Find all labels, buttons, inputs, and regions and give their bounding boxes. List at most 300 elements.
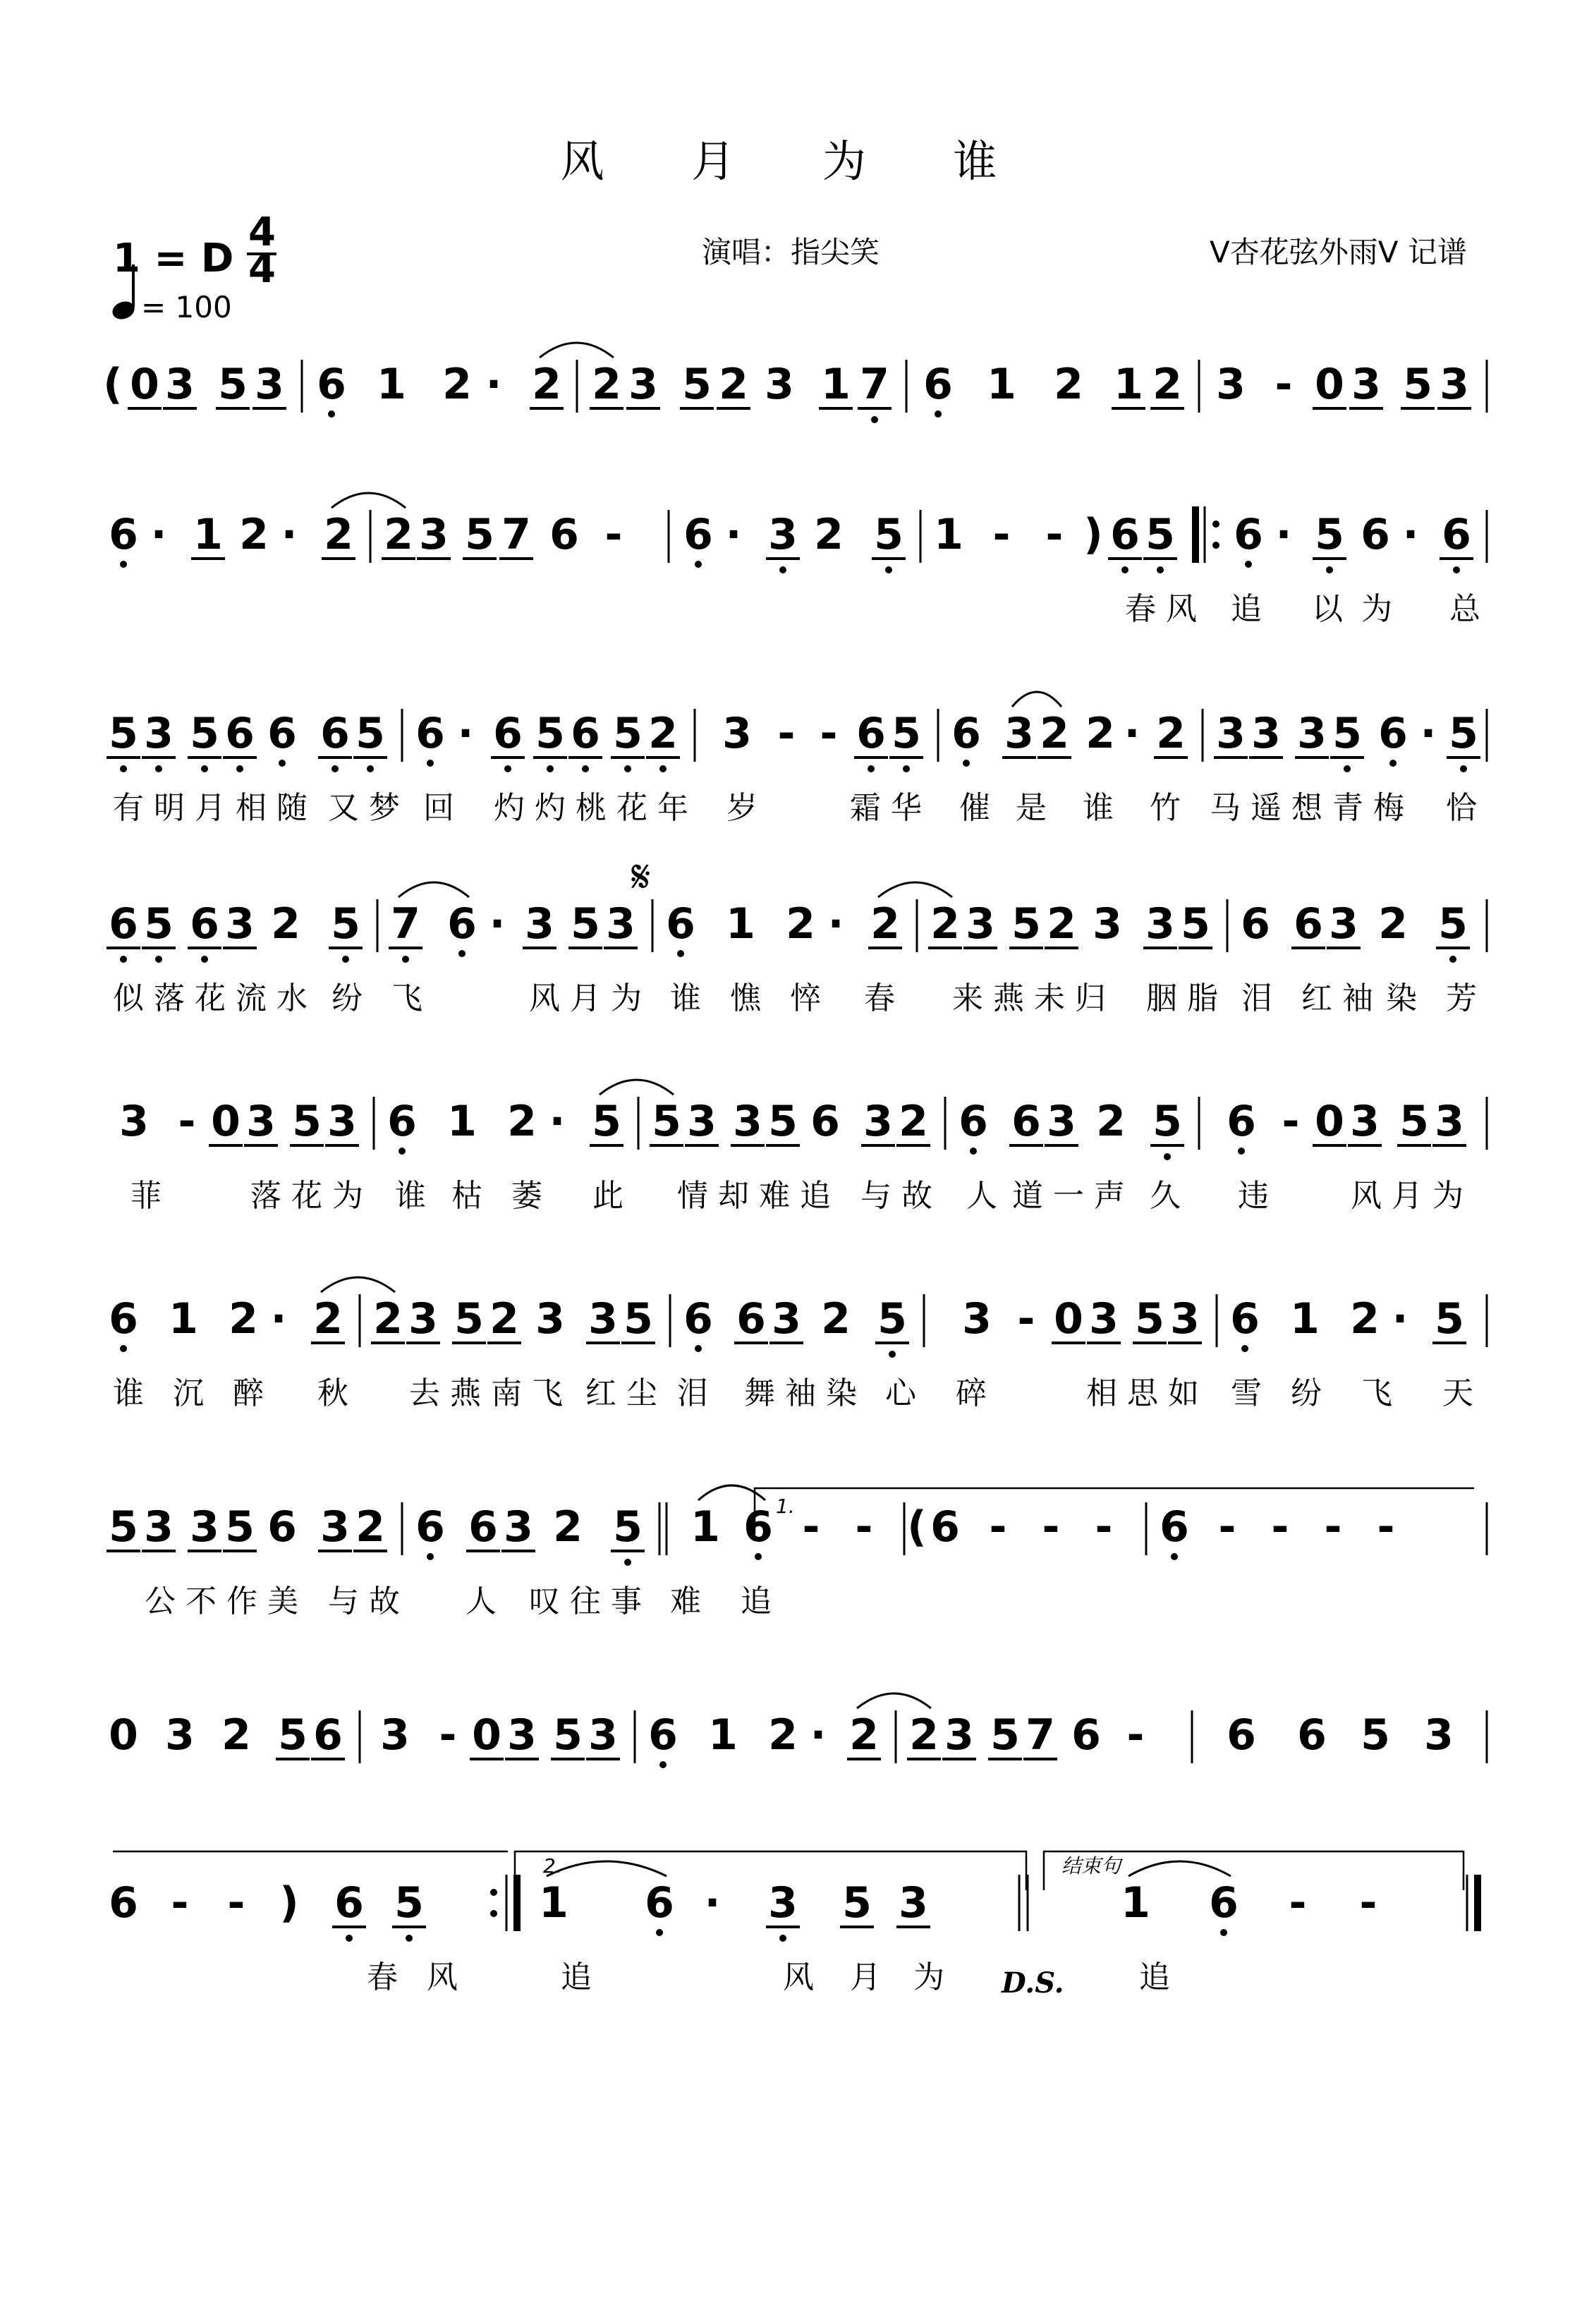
note: · [1275, 510, 1292, 559]
note: - [1359, 1878, 1377, 1928]
note: 3 [588, 1294, 618, 1344]
lyric: 又梦 [328, 790, 410, 826]
note: 2 [786, 899, 815, 949]
lyric: 菲 [130, 1178, 171, 1214]
note: 3 [863, 1097, 893, 1146]
note: 1 [726, 899, 755, 949]
note: 3 [733, 1097, 762, 1146]
lyric: 道一声 [1012, 1178, 1135, 1214]
lower-octave-dot [624, 765, 631, 772]
lower-octave-dot [1460, 765, 1467, 772]
note: 3 [535, 1294, 565, 1344]
note: 6 [387, 1097, 417, 1146]
lyric: 泪 [1241, 980, 1282, 1016]
note: 0 [109, 1710, 138, 1760]
note: 3 [225, 899, 255, 949]
system-5 [119, 1080, 1487, 1214]
lower-octave-dot [779, 566, 786, 573]
lower-octave-dot [1326, 566, 1333, 573]
lower-octave-dot [885, 566, 892, 573]
tie-slur [857, 1693, 931, 1708]
note: 6 [736, 1294, 766, 1344]
lower-octave-dot [120, 561, 127, 568]
note: 3 [628, 360, 658, 409]
note: 5 [1449, 709, 1478, 758]
lyric: 恰 [1446, 790, 1487, 826]
note: 5 [1152, 1097, 1182, 1146]
note: 2 [1040, 709, 1069, 758]
tie-slur [399, 882, 469, 897]
system-8 [109, 1693, 1487, 1768]
lower-octave-dot [1164, 1153, 1171, 1160]
note: 6 [1011, 1097, 1041, 1146]
lyric: 叹往事 [529, 1583, 652, 1619]
note: 2 [507, 1097, 537, 1146]
note: 2 [648, 709, 678, 758]
note: 2 [1047, 899, 1076, 949]
note: 5 [1011, 899, 1041, 949]
note: - [1274, 360, 1293, 409]
note: - [1017, 1294, 1035, 1344]
lower-octave-dot [582, 765, 589, 772]
note: - [992, 510, 1011, 559]
note: 2 [553, 1502, 583, 1552]
note: - [227, 1878, 245, 1928]
tie-slur [331, 493, 406, 508]
note: 3 [772, 1294, 801, 1344]
lyric: 与故 [328, 1583, 410, 1619]
note: - [1095, 1502, 1113, 1552]
lyric: 春风 [1125, 591, 1207, 627]
lyric: 追 [1139, 1959, 1180, 1995]
note: 3 [966, 899, 995, 949]
lyric: 风 [427, 1959, 468, 1995]
system-6 [109, 1277, 1487, 1411]
note: · [549, 1097, 566, 1146]
note: - [989, 1502, 1007, 1552]
lyric: 舞袖染 [744, 1375, 867, 1411]
note: 2 [930, 899, 960, 949]
note: 5 [465, 510, 494, 559]
note: 5 [613, 709, 643, 758]
note: 3 [1297, 709, 1327, 758]
note: 6 [1378, 709, 1408, 758]
lyric: 难 [670, 1583, 711, 1619]
singer-credit: 演唱：指尖笑 [702, 235, 880, 269]
lyric: 秋 [317, 1375, 358, 1411]
lyric: 染 [1386, 980, 1427, 1016]
note: 3 [165, 1710, 195, 1760]
note: 3 [1145, 899, 1175, 949]
lyric: 情却难追 [677, 1178, 841, 1214]
lower-octave-dot [120, 956, 127, 963]
lyric: 胭脂 [1146, 980, 1228, 1016]
system-1 [103, 343, 1487, 423]
note: 6 [1110, 510, 1140, 559]
note: 7 [1026, 1710, 1055, 1760]
note: 3 [722, 709, 752, 758]
note: 1 [169, 1294, 198, 1344]
note: 5 [278, 1710, 308, 1760]
note: 6 [320, 709, 350, 758]
note: - [171, 1878, 189, 1928]
lyric: 公不作美 [145, 1583, 308, 1619]
note: 5 [768, 1097, 798, 1146]
lyric: 人 [966, 1178, 1007, 1214]
lyric: 风月为 [1351, 1178, 1473, 1214]
note: 3 [507, 1710, 537, 1760]
note: 3 [144, 1502, 174, 1552]
lower-octave-dot [970, 1148, 977, 1155]
lyric: 人 [466, 1583, 506, 1619]
note: 5 [1145, 510, 1175, 559]
lyric: 似落花流水 [113, 980, 317, 1016]
note: 5 [874, 510, 904, 559]
lower-octave-dot [1453, 566, 1460, 573]
note: 2 [1152, 360, 1182, 409]
note: - [1324, 1502, 1342, 1552]
note: 2 [271, 899, 300, 949]
note: 6 [415, 709, 445, 758]
note: 3 [1440, 360, 1469, 409]
note: 6 [313, 1710, 343, 1760]
repeat-dot [1212, 521, 1219, 528]
note: · [810, 1710, 827, 1760]
svg-text:1 = D: 1 = D [113, 236, 234, 281]
note: 3 [246, 1097, 276, 1146]
lyric: 谁 [395, 1178, 436, 1214]
note: · [1420, 709, 1437, 758]
lyric: 相思如 [1086, 1375, 1209, 1411]
repeat-dot [490, 1889, 497, 1896]
lyric: 来燕未归 [952, 980, 1116, 1016]
segno-sign: 𝄋 [631, 851, 651, 904]
lower-octave-dot [458, 950, 466, 957]
lower-octave-dot [342, 956, 349, 963]
svg-text:1.: 1. [776, 1495, 795, 1518]
lower-octave-dot [659, 765, 667, 772]
note: 3 [765, 360, 794, 409]
note: 0 [1054, 1294, 1083, 1344]
note: - [178, 1097, 196, 1146]
note: 5 [842, 1878, 872, 1928]
note: 5 [682, 360, 712, 409]
lyric: 红尘 [585, 1375, 667, 1411]
note: 5 [225, 1502, 255, 1552]
note: 6 [1230, 1294, 1260, 1344]
lyric: 违 [1238, 1178, 1279, 1214]
lyric: 风月为 [529, 980, 652, 1016]
note: 6 [468, 1502, 498, 1552]
note: 1 [193, 510, 223, 559]
lyric: 落花为 [250, 1178, 373, 1214]
repeat-dot [490, 1910, 497, 1917]
lyric: 马遥想青梅 [1210, 790, 1414, 826]
note: - [604, 510, 623, 559]
lyric: 风 [783, 1959, 824, 1995]
note: 5 [892, 709, 921, 758]
lower-octave-dot [1220, 1929, 1227, 1936]
volta-final [1044, 1851, 1464, 1890]
note: 6 [743, 1502, 773, 1552]
note: 3 [255, 360, 284, 409]
note: 5 [355, 709, 385, 758]
lower-octave-dot [331, 765, 339, 772]
note: 3 [1424, 1710, 1454, 1760]
note: 6 [1442, 510, 1471, 559]
note: · [281, 510, 298, 559]
note: 1 [1114, 360, 1143, 409]
note: 5 [331, 899, 360, 949]
lower-octave-dot [656, 1929, 663, 1936]
note: ) [1083, 510, 1103, 559]
lyric: 泪 [677, 1375, 718, 1411]
note: 5 [1135, 1294, 1164, 1344]
lyric: 为 [1361, 591, 1402, 627]
note: 5 [1438, 899, 1468, 949]
lyric: 萎 [511, 1178, 552, 1214]
note: 2 [442, 360, 472, 409]
note: 5 [109, 709, 138, 758]
note: 2 [592, 360, 621, 409]
note: - [1282, 1097, 1300, 1146]
lower-octave-dot [201, 956, 208, 963]
note: 5 [1399, 1097, 1429, 1146]
lower-octave-dot [1449, 956, 1456, 963]
tie-slur [878, 882, 952, 897]
note: 6 [683, 510, 713, 559]
lyric: 追 [1231, 591, 1272, 627]
note: 3 [944, 1710, 974, 1760]
note: 6 [267, 709, 297, 758]
lower-octave-dot [279, 760, 286, 767]
lyric: 心 [885, 1375, 926, 1411]
lyric: 追 [741, 1583, 781, 1619]
lower-octave-dot [779, 1935, 786, 1942]
svg-text:4: 4 [248, 246, 276, 292]
lower-octave-dot [1238, 1148, 1245, 1155]
lyric: 飞 [391, 980, 432, 1016]
note: 3 [190, 1502, 219, 1552]
note: 5 [109, 1502, 138, 1552]
lyric: 春 [864, 980, 905, 1016]
note: 2 [909, 1710, 939, 1760]
note: - [1045, 510, 1064, 559]
lyric: 有明月相随 [113, 790, 317, 826]
lyric: 芳 [1446, 980, 1487, 1016]
note: 5 [990, 1710, 1020, 1760]
note: 2 [849, 1710, 879, 1760]
note: 3 [962, 1294, 992, 1344]
note: 6 [683, 1294, 713, 1344]
transcriber-credit: V杏花弦外雨V 记谱 [1210, 235, 1467, 269]
repeat-start [1192, 506, 1199, 563]
svg-text:结束句: 结束句 [1061, 1854, 1121, 1878]
note: 5 [1435, 1294, 1464, 1344]
lyric: 飞 [1361, 1375, 1402, 1411]
lower-octave-dot [1121, 566, 1128, 573]
note: 6 [267, 1502, 297, 1552]
note: 2 [719, 360, 748, 409]
note: 2 [870, 899, 900, 949]
note: 6 [549, 510, 579, 559]
lyric: 是 [1016, 790, 1057, 826]
note: 2 [821, 1294, 851, 1344]
note: 6 [645, 1878, 674, 1928]
note: 0 [1315, 1097, 1344, 1146]
note: · [704, 1878, 721, 1928]
lyric: 此 [592, 1178, 633, 1214]
lyric: 醉 [233, 1375, 274, 1411]
note: 7 [860, 360, 889, 409]
lyric: 催 [959, 790, 1000, 826]
note: 6 [109, 1878, 138, 1928]
tie-slur [547, 1861, 667, 1876]
lyric: 憔 [730, 980, 771, 1016]
note: 2 [768, 1710, 798, 1760]
lyric: 与故 [860, 1178, 942, 1214]
lyric: 以 [1312, 591, 1353, 627]
note: · [489, 899, 506, 949]
note: 5 [571, 899, 600, 949]
note: 1 [539, 1878, 568, 1928]
note: 6 [1297, 1710, 1327, 1760]
note: 3 [504, 1502, 533, 1552]
system-2 [109, 493, 1490, 627]
note: - [1126, 1710, 1145, 1760]
note: 2 [814, 510, 844, 559]
note: 3 [525, 899, 554, 949]
note: 3 [165, 360, 195, 409]
lower-octave-dot [624, 1559, 631, 1566]
lyric: 灼灼桃花年 [494, 790, 698, 826]
score-systems [103, 343, 1490, 1995]
note: 2 [1350, 1294, 1380, 1344]
lower-octave-dot [695, 1345, 702, 1352]
note: 5 [613, 1502, 643, 1552]
note: 2 [1085, 709, 1115, 758]
note: 3 [1170, 1294, 1200, 1344]
note: - [1042, 1502, 1060, 1552]
lyric: 总 [1449, 591, 1490, 627]
note: 3 [1329, 899, 1358, 949]
note: · [1392, 1294, 1409, 1344]
note: 1 [708, 1710, 738, 1760]
lower-octave-dot [399, 1148, 406, 1155]
lyric: 纷 [1291, 1375, 1332, 1411]
note: 6 [810, 1097, 840, 1146]
lower-octave-dot [427, 760, 434, 767]
svg-text:2.: 2. [543, 1854, 562, 1878]
note: 2 [532, 360, 561, 409]
lower-octave-dot [402, 956, 409, 963]
lyric: 红袖 [1301, 980, 1383, 1016]
note: 3 [408, 1294, 438, 1344]
note: 2 [239, 510, 269, 559]
tie-slur [540, 343, 614, 358]
note: 0 [472, 1710, 501, 1760]
note: ( [103, 360, 123, 409]
note: 3 [1216, 360, 1246, 409]
note: 1 [1290, 1294, 1320, 1344]
note: 1 [934, 510, 963, 559]
note: · [725, 510, 742, 559]
note: 2 [229, 1294, 258, 1344]
lower-octave-dot [120, 765, 127, 772]
note: 7 [391, 899, 420, 949]
lower-octave-dot [1171, 1553, 1178, 1560]
note: 5 [1332, 709, 1362, 758]
lyric: 久 [1150, 1178, 1191, 1214]
note: 3 [380, 1710, 410, 1760]
note: 3 [320, 1502, 350, 1552]
note: · [150, 510, 167, 559]
note: 5 [190, 709, 219, 758]
note: 3 [1435, 1097, 1464, 1146]
note: 1 [987, 360, 1016, 409]
note: 2 [384, 510, 413, 559]
note: 1 [821, 360, 851, 409]
lyric: 枯 [451, 1178, 492, 1214]
lower-octave-dot [406, 1935, 413, 1942]
note: - [1271, 1502, 1289, 1552]
note: 6 [1160, 1502, 1189, 1552]
note: 5 [623, 1294, 653, 1344]
lower-octave-dot [547, 765, 554, 772]
note: 6 [951, 709, 981, 758]
note: 3 [687, 1097, 717, 1146]
tie-slur [600, 1080, 674, 1095]
lower-octave-dot [346, 1935, 353, 1942]
note: 6 [1071, 1710, 1101, 1760]
note: - [1218, 1502, 1236, 1552]
note: 3 [768, 1878, 798, 1928]
note: - [1377, 1502, 1395, 1552]
lyric: 追 [561, 1959, 602, 1995]
note: 3 [1251, 709, 1281, 758]
lyric: 谁 [670, 980, 711, 1016]
note: - [820, 709, 838, 758]
lyric: 霜华 [850, 790, 932, 826]
lyric: 谁 [113, 1375, 154, 1411]
tie-slur [1128, 1861, 1231, 1876]
lyric: 天 [1442, 1375, 1483, 1411]
lyric: 悴 [790, 980, 831, 1016]
lower-octave-dot [236, 765, 243, 772]
system-3 [107, 692, 1487, 826]
tie-slur [1012, 692, 1061, 707]
note: 3 [1047, 1097, 1076, 1146]
note: · [1124, 709, 1140, 758]
note: 3 [588, 1710, 618, 1760]
note: - [1289, 1878, 1307, 1928]
note: 2 [1378, 899, 1408, 949]
note: 6 [109, 510, 138, 559]
note: 2 [1054, 360, 1083, 409]
note: 3 [1350, 1097, 1380, 1146]
note: 5 [535, 709, 565, 758]
note: 3 [327, 1097, 357, 1146]
note: · [270, 1294, 287, 1344]
note: 3 [768, 510, 798, 559]
note: 2 [324, 510, 353, 559]
note: · [457, 709, 474, 758]
lyric: 纷 [331, 980, 372, 1016]
note: 3 [1093, 899, 1122, 949]
note: 6 [1294, 899, 1323, 949]
lower-octave-dot [963, 760, 970, 767]
song-title: 风 月 为 谁 [560, 135, 1034, 187]
